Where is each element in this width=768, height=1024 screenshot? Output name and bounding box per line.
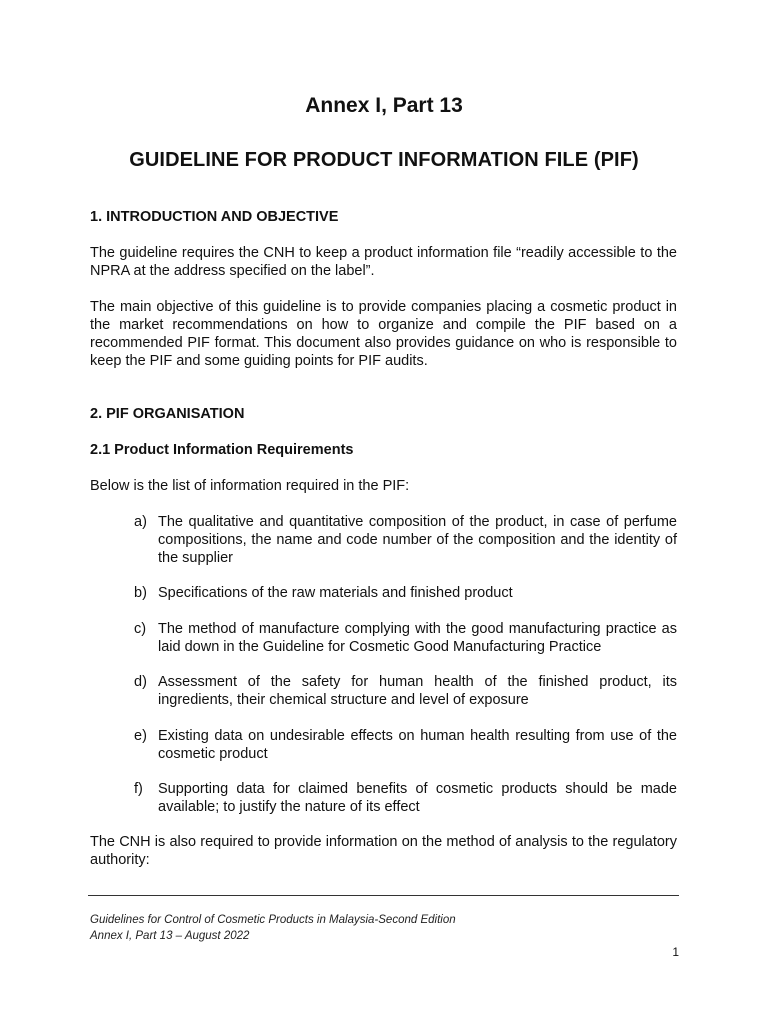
- list-item-marker: d): [134, 674, 147, 690]
- list-item-marker: e): [134, 728, 147, 744]
- list-item-text: The qualitative and quantitative composition of the product, in case of perfume compositions, the name and code number of the composition and the identity of the supplier: [158, 514, 677, 566]
- list-item-text: Existing data on undesirable effects on human health resulting from use of the cosmetic product: [158, 728, 677, 762]
- list-item-text: Assessment of the safety for human health of the finished product, its ingredients, their chemical structure and level of exposure: [158, 674, 677, 708]
- list-item-text: Supporting data for claimed benefits of cosmetic products should be made available; to justify the nature of its effect: [158, 781, 677, 815]
- footer-document-title: Guidelines for Control of Cosmetic Products in Malaysia-Second Edition: [90, 914, 456, 926]
- section-heading-introduction: 1. INTRODUCTION AND OBJECTIVE: [90, 209, 339, 225]
- intro-paragraph-2: The main objective of this guideline is to provide companies placing a cosmetic product in the market recommendations on how to organize and compile the PIF based on a recommended PIF format. This document also provides guidance on who is responsible to keep the PIF and some guiding points for PIF audits.: [90, 299, 677, 369]
- closing-paragraph: The CNH is also required to provide information on the method of analysis to the regulatory authority:: [90, 834, 677, 868]
- document-title: GUIDELINE FOR PRODUCT INFORMATION FILE (PIF): [129, 149, 639, 171]
- list-item-marker: f): [134, 781, 143, 797]
- section-heading-pif-organisation: 2. PIF ORGANISATION: [90, 406, 245, 422]
- list-item-text: Specifications of the raw materials and finished product: [158, 585, 513, 601]
- list-item-marker: c): [134, 621, 147, 637]
- footer-annex-date: Annex I, Part 13 – August 2022: [90, 930, 250, 942]
- footer-divider: [88, 895, 679, 896]
- list-item-text: The method of manufacture complying with the good manufacturing practice as laid down in the Guideline for Cosmetic Good Manufacturing Practice: [158, 621, 677, 655]
- intro-paragraph-1: The guideline requires the CNH to keep a product information file “readily accessible to the NPRA at the address specified on the label”.: [90, 245, 677, 279]
- list-intro-text: Below is the list of information required in the PIF:: [90, 478, 410, 494]
- annex-title: Annex I, Part 13: [305, 94, 463, 117]
- page-number: 1: [672, 945, 679, 959]
- list-item-marker: b): [134, 585, 147, 601]
- subsection-heading-requirements: 2.1 Product Information Requirements: [90, 442, 354, 458]
- list-item-marker: a): [134, 514, 147, 530]
